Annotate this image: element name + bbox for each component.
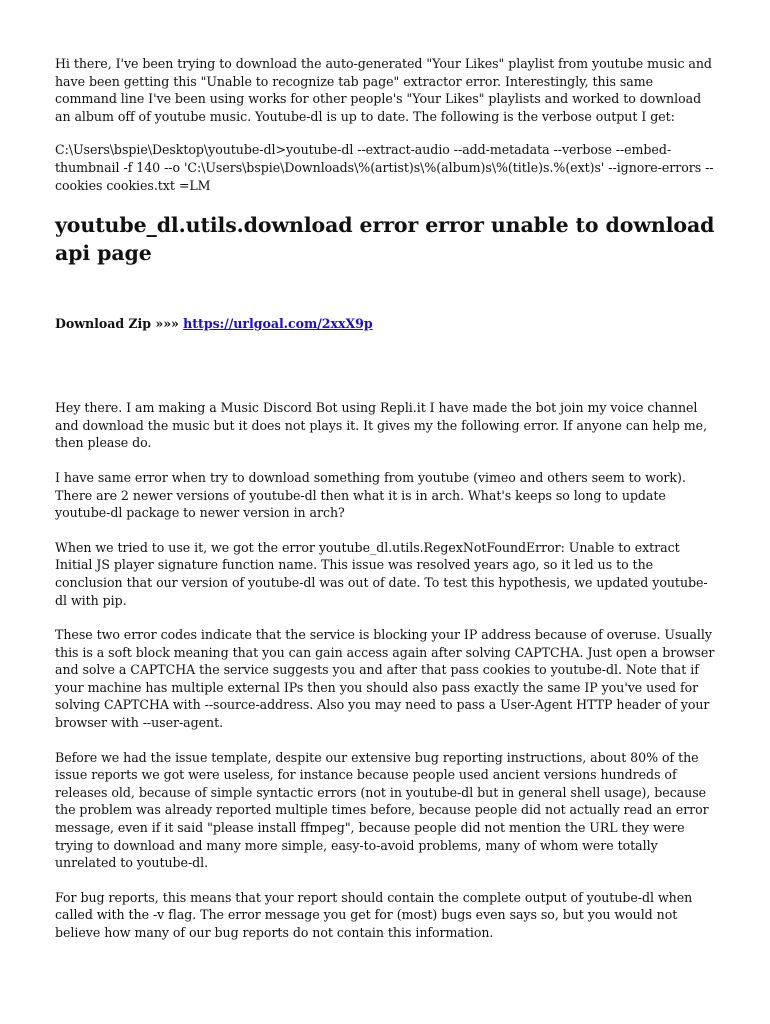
download-link[interactable]: https://urlgoal.com/2xxX9p	[183, 316, 373, 332]
body-paragraph: When we tried to use it, we got the error youtube_dl.utils.RegexNotFoundError: Unable to extract Initial JS player signature function name. This issue was resolved years ago, so it led us to the conclusion that our version of youtube-dl was out of date. To test this hypothesis, we updated youtube-dl with pip.	[55, 539, 708, 608]
intro-paragraph: Hi there, I've been trying to download the auto-generated "Your Likes" playlist from youtube music and have been getting this "Unable to recognize tab page" extractor error. Interestingly, this same command line I've been using works for other people's "Your Likes" playlists and worked to download an album off of youtube music. Youtube-dl is up to date. The following is the verbose output I get:	[55, 56, 712, 124]
body-paragraph: Hey there. I am making a Music Discord Bot using Repli.it I have made the bot join my voice channel and download the music but it does not plays it. It gives my the following error. If anyone can help me, then please do.	[55, 400, 708, 451]
body-paragraph: These two error codes indicate that the service is blocking your IP address because of overuse. Usually this is a soft block meaning that you can gain access again after solving CAPTCHA. Just open a browser and solve a CAPTCHA the service suggests you and after that pass cookies to youtube-dl. Note that if your machine has multiple external IPs then you should also pass exactly the same IP you've used for solving CAPTCHA with --source-address. Also you may need to pass a User-Agent HTTP header of your browser with --user-agent.	[55, 627, 715, 731]
download-label: Download Zip »»»	[55, 316, 184, 332]
download-line	[55, 315, 715, 333]
body-paragraph: For bug reports, this means that your report should contain the complete output of youtube-dl when called with the -v flag. The error message you get for (most) bugs even says so, but you would not believe how many of our bug reports do not contain this information.	[55, 889, 693, 940]
body-paragraph: Before we had the issue template, despite our extensive bug reporting instructions, about 80% of the issue reports we got were useless, for instance because people used ancient versions hundreds of releases old, because of simple syntactic errors (not in youtube-dl but in general shell usage), because the problem was already reported multiple times before, because people did not actually read an error message, even if it said "please install ffmpeg", because people did not mention the URL they were trying to download and many more simple, easy-to-avoid problems, many of whom were totally unrelated to youtube-dl.	[55, 749, 709, 871]
article-body	[55, 399, 715, 941]
command-line-text: C:\Users\bspie\Desktop\youtube-dl>youtube-dl --extract-audio --add-metadata --verbose --embed-thumbnail -f 140 --o 'C:\Users\bspie\Downloads\%(artist)s\%(album)s\%(title)s.%(ext)s' --ignore-errors --cookies cookies.txt =LM	[55, 142, 714, 193]
body-paragraph: I have same error when try to download something from youtube (vimeo and others seem to work). There are 2 newer versions of youtube-dl then what it is in arch. What's keeps so long to update youtube-dl package to newer version in arch?	[55, 469, 686, 521]
page-title: youtube_dl.utils.download error error unable to download api page	[55, 213, 715, 265]
